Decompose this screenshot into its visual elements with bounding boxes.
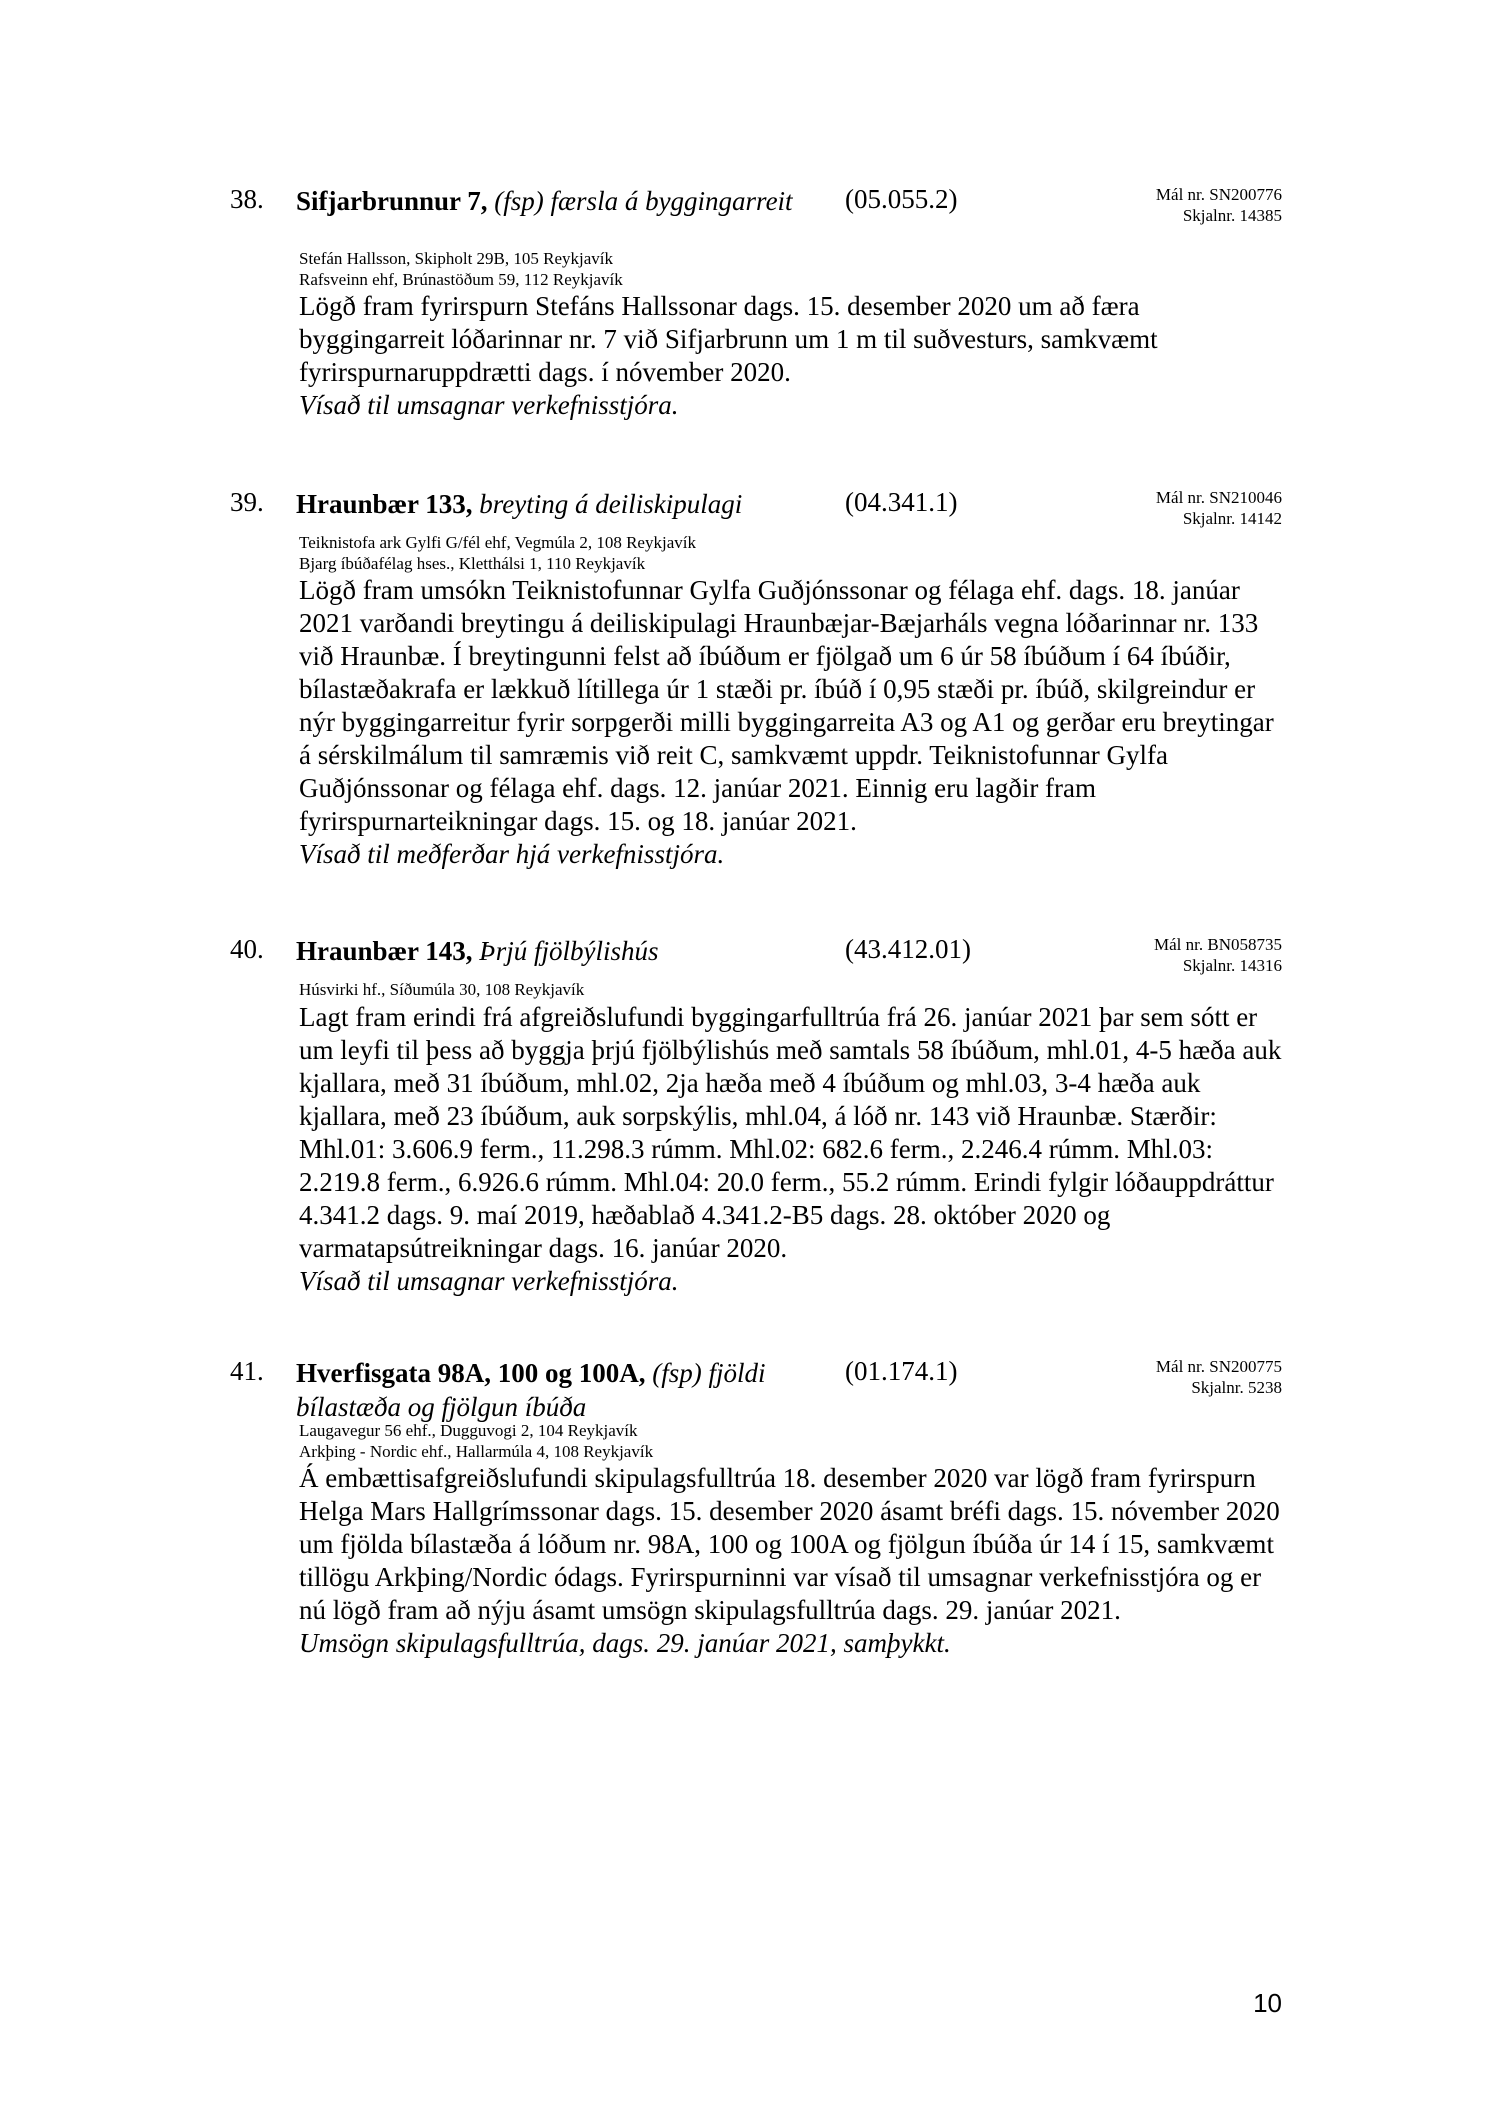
applicant: Húsvirki hf., Síðumúla 30, 108 Reykjavík: [299, 980, 585, 999]
item-body: [299, 290, 1282, 422]
file-number: Skjalnr. 5238: [1191, 1378, 1282, 1397]
file-number: Skjalnr. 14142: [1182, 509, 1282, 528]
item-decision: Vísað til umsagnar verkefnisstjóra.: [299, 390, 679, 420]
item-body: [299, 1462, 1282, 1660]
item-heading: [296, 184, 816, 218]
item-decision: Vísað til meðferðar hjá verkefnisstjóra.: [299, 839, 725, 869]
case-number: Mál nr. SN200775: [1155, 1357, 1282, 1376]
case-number: Mál nr. BN058735: [1154, 935, 1282, 954]
item-description: Lögð fram fyrirspurn Stefáns Hallssonar dags. 15. desember 2020 um að færa byggingarreit lóðarinnar nr. 7 við Sifjarbrunn um 1 m til suðvesturs, samkvæmt fyrirspurnaruppdrætti dags. í nóvember 2020.: [299, 291, 1158, 387]
item-description: Lögð fram umsókn Teiknistofunnar Gylfa Guðjónssonar og félaga ehf. dags. 18. janúar 2021 varðandi breytingu á deiliskipulagi Hraunbæjar-Bæjarháls vegna lóðarinnar nr. 133 við Hraunbæ. Í breytingunni felst að íbúðum er fjölgað um 6 úr 58 íbúðum í 64 íbúðir, bílastæðakrafa er lækkuð lítillega úr 1 stæði pr. íbúð í 0,95 stæði pr. íbúð, skilgreindur er nýr byggingarreitur fyrir sorpgerði milli byggingarreita A3 og A1 og gerðar eru breytingar á sérskilmálum til samræmis við reit C, samkvæmt uppdr. Teiknistofunnar Gylfa Guðjónssonar og félaga ehf. dags. 12. janúar 2021. Einnig eru lagðir fram fyrirspurnarteikningar dags. 15. og 18. janúar 2021.: [299, 575, 1274, 836]
item-subtitle: breyting á deiliskipulagi: [479, 489, 743, 519]
case-number: Mál nr. SN210046: [1155, 488, 1282, 507]
item-code: (01.174.1): [845, 1356, 958, 1386]
item-subtitle: (fsp) fjöldi bílastæða og fjölgun íbúða: [296, 1358, 766, 1422]
item-body: [299, 1001, 1282, 1298]
item-title: Hraunbær 143,: [296, 936, 473, 966]
applicant: Rafsveinn ehf, Brúnastöðum 59, 112 Reykjavík: [299, 270, 623, 289]
applicants: [299, 979, 584, 1000]
applicant: Arkþing - Nordic ehf., Hallarmúla 4, 108 Reykjavík: [299, 1442, 654, 1461]
item-body: [299, 574, 1282, 871]
item-title: Sifjarbrunnur 7,: [296, 186, 488, 216]
item-number: 40.: [230, 934, 264, 964]
item-code: (04.341.1): [845, 487, 958, 517]
case-reference: [1156, 1356, 1282, 1398]
item-number: 39.: [230, 487, 264, 517]
item-title: Hverfisgata 98A, 100 og 100A,: [296, 1358, 646, 1388]
applicant: Stefán Hallsson, Skipholt 29B, 105 Reykjavík: [299, 249, 614, 268]
applicant: Laugavegur 56 ehf., Dugguvogi 2, 104 Reykjavík: [299, 1421, 638, 1440]
item-heading: [296, 934, 816, 968]
item-number: 38.: [230, 184, 264, 214]
item-code: (43.412.01): [845, 934, 971, 964]
case-number: Mál nr. SN200776: [1155, 185, 1282, 204]
applicant: Bjarg íbúðafélag hses., Kletthálsi 1, 110 Reykjavík: [299, 554, 646, 573]
page-number: 10: [1253, 1988, 1282, 2018]
item-decision: Umsögn skipulagsfulltrúa, dags. 29. janúar 2021, samþykkt.: [299, 1628, 951, 1658]
case-reference: [1156, 184, 1282, 226]
item-subtitle: Þrjú fjölbýlishús: [479, 936, 659, 966]
applicants: [299, 532, 696, 574]
item-number: 41.: [230, 1356, 264, 1386]
item-subtitle: (fsp) færsla á byggingarreit: [494, 186, 793, 216]
item-description: Á embættisafgreiðslufundi skipulagsfulltrúa 18. desember 2020 var lögð fram fyrirspurn Helga Mars Hallgrímssonar dags. 15. desember 2020 ásamt bréfi dags. 15. nóvember 2020 um fjölda bílastæða á lóðum nr. 98A, 100 og 100A og fjölgun íbúða úr 14 í 15, samkvæmt tillögu Arkþing/Nordic ódags. Fyrirspurninni var vísað til umsagnar verkefnisstjóra og er nú lögð fram að nýju ásamt umsögn skipulagsfulltrúa dags. 29. janúar 2021.: [299, 1463, 1280, 1625]
applicants: [299, 248, 623, 290]
item-heading: [296, 487, 816, 521]
file-number: Skjalnr. 14385: [1182, 206, 1282, 225]
case-reference: [1156, 487, 1282, 529]
item-decision: Vísað til umsagnar verkefnisstjóra.: [299, 1266, 679, 1296]
applicant: Teiknistofa ark Gylfi G/fél ehf, Vegmúla 2, 108 Reykjavík: [299, 533, 696, 552]
case-reference: [1154, 934, 1282, 976]
item-heading: [296, 1356, 816, 1424]
applicants: [299, 1420, 653, 1462]
item-code: (05.055.2): [845, 184, 958, 214]
item-title: Hraunbær 133,: [296, 489, 473, 519]
file-number: Skjalnr. 14316: [1182, 956, 1282, 975]
item-description: Lagt fram erindi frá afgreiðslufundi byggingarfulltrúa frá 26. janúar 2021 þar sem sótt er um leyfi til þess að byggja þrjú fjölbýlishús með samtals 58 íbúðum, mhl.01, 4-5 hæða auk kjallara, með 31 íbúðum, mhl.02, 2ja hæða með 4 íbúðum og mhl.03, 3-4 hæða auk kjallara, með 23 íbúðum, auk sorpskýlis, mhl.04, á lóð nr. 143 við Hraunbæ. Stærðir: Mhl.01: 3.606.9 ferm., 11.298.3 rúmm. Mhl.02: 682.6 ferm., 2.246.4 rúmm. Mhl.03: 2.219.8 ferm., 6.926.6 rúmm. Mhl.04: 20.0 ferm., 55.2 rúmm. Erindi fylgir lóðauppdráttur 4.341.2 dags. 9. maí 2019, hæðablað 4.341.2-B5 dags. 28. október 2020 og varmatapsútreikningar dags. 16. janúar 2020.: [299, 1002, 1282, 1263]
